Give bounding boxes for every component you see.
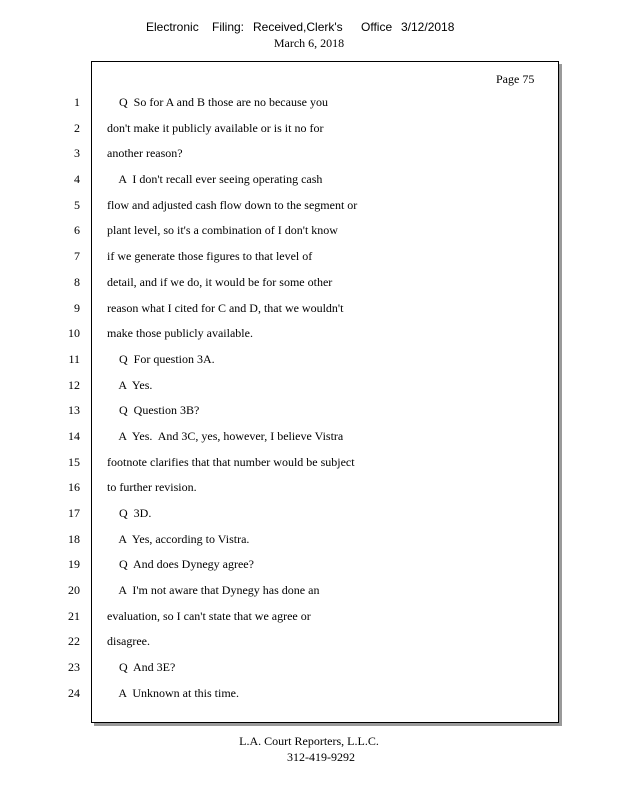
line-text: A Yes. And 3C, yes, however, I believe Vistra xyxy=(107,428,344,443)
line-text: A Yes. xyxy=(107,377,153,392)
page-number: Page 75 xyxy=(496,72,535,86)
transcript-line xyxy=(0,220,618,246)
line-text: Q And does Dynegy agree? xyxy=(107,557,254,572)
transcript-line xyxy=(0,298,618,324)
transcript-lines xyxy=(0,92,618,709)
line-text: don't make it publicly available or is it no for xyxy=(107,120,324,135)
line-number: 18 xyxy=(68,531,80,546)
line-text: Q 3D. xyxy=(107,506,152,520)
line-number: 5 xyxy=(74,197,80,212)
transcript-line xyxy=(0,323,618,349)
line-number: 6 xyxy=(74,223,80,238)
line-text: A I don't recall ever seeing operating cash xyxy=(107,172,323,187)
transcript-line xyxy=(0,349,618,375)
transcript-line xyxy=(0,118,618,144)
line-number: 12 xyxy=(68,377,80,392)
line-number: 9 xyxy=(74,300,80,315)
transcript-line xyxy=(0,272,618,298)
line-number: 11 xyxy=(68,351,80,366)
line-number: 24 xyxy=(68,685,80,700)
line-number: 16 xyxy=(68,480,80,495)
transcript-line xyxy=(0,631,618,657)
stamp-word: Received,Clerk's xyxy=(253,20,343,34)
filing-stamp xyxy=(146,20,454,34)
stamp-date: 3/12/2018 xyxy=(401,20,455,34)
line-text: plant level, so it's a combination of I don't know xyxy=(107,223,338,238)
line-text: if we generate those figures to that level of xyxy=(107,249,313,264)
transcript-line xyxy=(0,554,618,580)
transcript-line xyxy=(0,426,618,452)
line-number: 8 xyxy=(74,274,80,289)
transcript-date: March 6, 2018 xyxy=(273,36,345,50)
line-number: 4 xyxy=(74,172,80,187)
line-number: 1 xyxy=(74,95,80,109)
transcript-line xyxy=(0,375,618,401)
reporter-company: L.A. Court Reporters, L.L.C. xyxy=(239,734,379,748)
line-text: flow and adjusted cash flow down to the segment or xyxy=(107,197,358,212)
line-number: 17 xyxy=(68,506,80,520)
transcript-line xyxy=(0,657,618,683)
line-text: Q So for A and B those are no because you xyxy=(107,95,328,109)
transcript-line xyxy=(0,400,618,426)
line-number: 14 xyxy=(68,428,80,443)
footer xyxy=(0,734,618,765)
transcript-line xyxy=(0,169,618,195)
line-text: reason what I cited for C and D, that we wouldn't xyxy=(107,300,344,315)
transcript-line xyxy=(0,529,618,555)
line-number: 2 xyxy=(74,120,80,135)
transcript-line xyxy=(0,580,618,606)
line-text: footnote clarifies that that number would be subject xyxy=(107,454,355,469)
line-number: 21 xyxy=(68,608,80,623)
line-text: detail, and if we do, it would be for some other xyxy=(107,274,333,289)
line-number: 3 xyxy=(74,146,80,161)
transcript-line xyxy=(0,195,618,221)
transcript-line xyxy=(0,92,618,118)
line-number: 20 xyxy=(68,583,80,598)
line-text: make those publicly available. xyxy=(107,326,253,341)
stamp-word: Electronic xyxy=(146,20,199,34)
line-text: Q For question 3A. xyxy=(107,351,215,366)
transcript-line xyxy=(0,246,618,272)
transcript-line xyxy=(0,452,618,478)
line-text: to further revision. xyxy=(107,480,197,495)
line-number: 23 xyxy=(68,660,80,675)
line-number: 19 xyxy=(68,557,80,572)
transcript-line xyxy=(0,477,618,503)
line-number: 13 xyxy=(68,403,80,418)
line-text: evaluation, so I can't state that we agree or xyxy=(107,608,311,623)
transcript-line xyxy=(0,683,618,709)
line-text: another reason? xyxy=(107,146,183,161)
line-number: 22 xyxy=(68,634,80,649)
line-number: 15 xyxy=(68,454,80,469)
reporter-phone: 312-419-9292 xyxy=(287,750,355,764)
transcript-line xyxy=(0,503,618,529)
line-number: 7 xyxy=(74,249,80,264)
line-text: disagree. xyxy=(107,634,150,649)
line-text: Q And 3E? xyxy=(107,660,176,675)
stamp-word: Filing: xyxy=(212,20,245,34)
stamp-word: Office xyxy=(361,20,393,34)
transcript-line xyxy=(0,143,618,169)
line-text: A I'm not aware that Dynegy has done an xyxy=(107,583,320,598)
transcript-line xyxy=(0,606,618,632)
line-text: A Unknown at this time. xyxy=(107,685,239,700)
line-text: Q Question 3B? xyxy=(107,403,200,418)
line-number: 10 xyxy=(68,326,80,341)
line-text: A Yes, according to Vistra. xyxy=(107,531,250,546)
